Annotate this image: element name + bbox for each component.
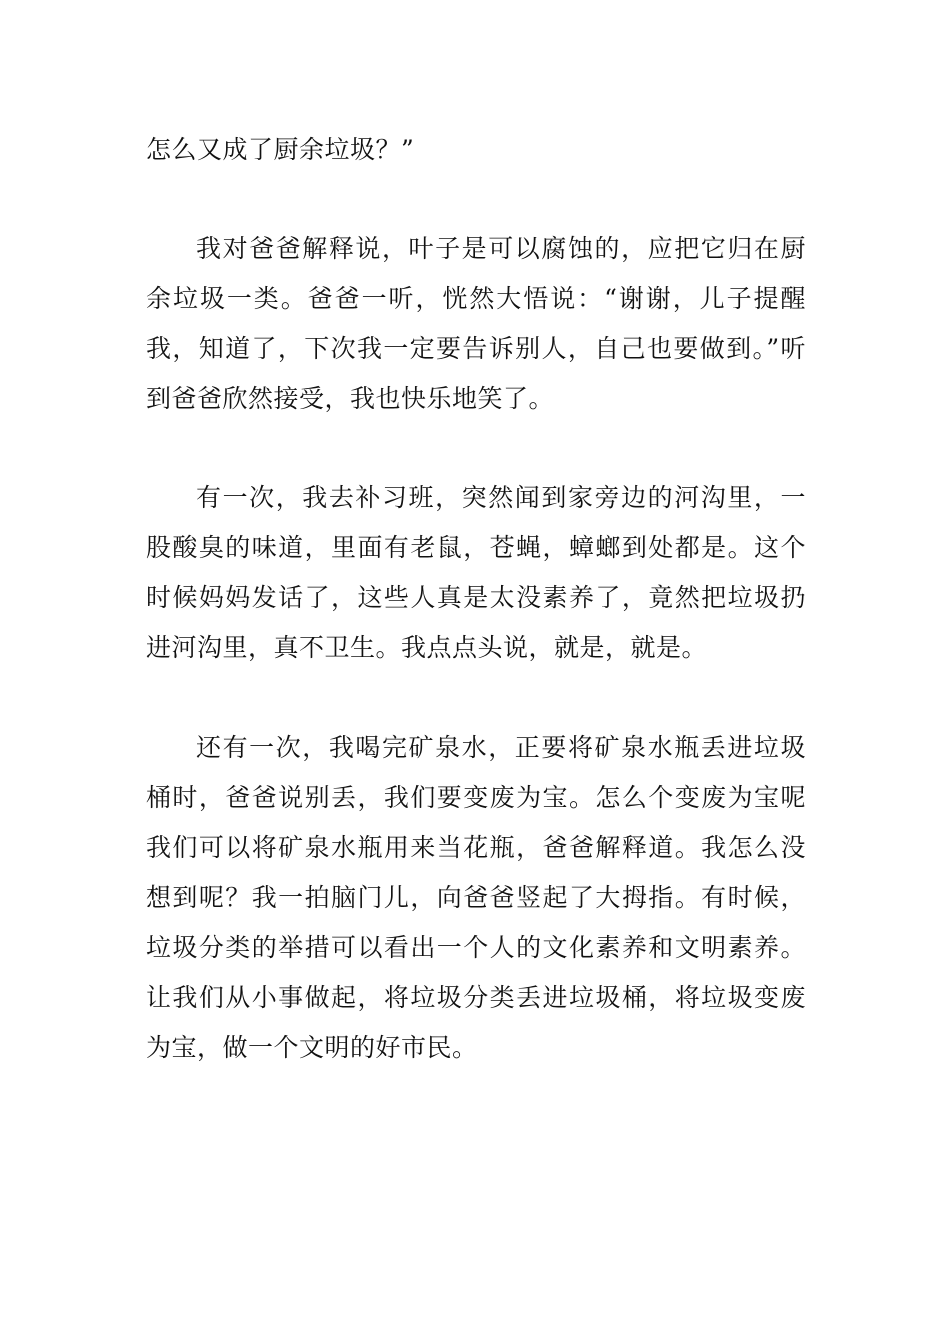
paragraph-water-bottle: 还有一次，我喝完矿泉水，正要将矿泉水瓶丢进垃圾桶时，爸爸说别丢，我们要变废为宝。怎么个变废为宝呢我们可以将矿泉水瓶用来当花瓶，爸爸解释道。我怎么没想到呢？我一拍脑门儿，向爸爸竖起了大拇指。有时候，垃圾分类的举措可以看出一个人的文化素养和文明素养。让我们从小事做起，将垃圾分类丢进垃圾桶，将垃圾变废为宝，做一个文明的好市民。 — [146, 733, 806, 1062]
paragraph-continuation: 怎么又成了厨余垃圾？” — [146, 135, 415, 164]
paragraph-explanation: 我对爸爸解释说，叶子是可以腐蚀的，应把它归在厨余垃圾一类。爸爸一听，恍然大悟说：“谢谢，儿子提醒我，知道了，下次我一定要告诉别人，自己也要做到。”听到爸爸欣然接受，我也快乐地笑了。 — [146, 234, 806, 413]
paragraph-river-ditch: 有一次，我去补习班，突然闻到家旁边的河沟里，一股酸臭的味道，里面有老鼠，苍蝇，蟑螂到处都是。这个时候妈妈发话了，这些人真是太没素养了，竟然把垃圾扔进河沟里，真不卫生。我点点头说，就是，就是。 — [146, 483, 806, 662]
